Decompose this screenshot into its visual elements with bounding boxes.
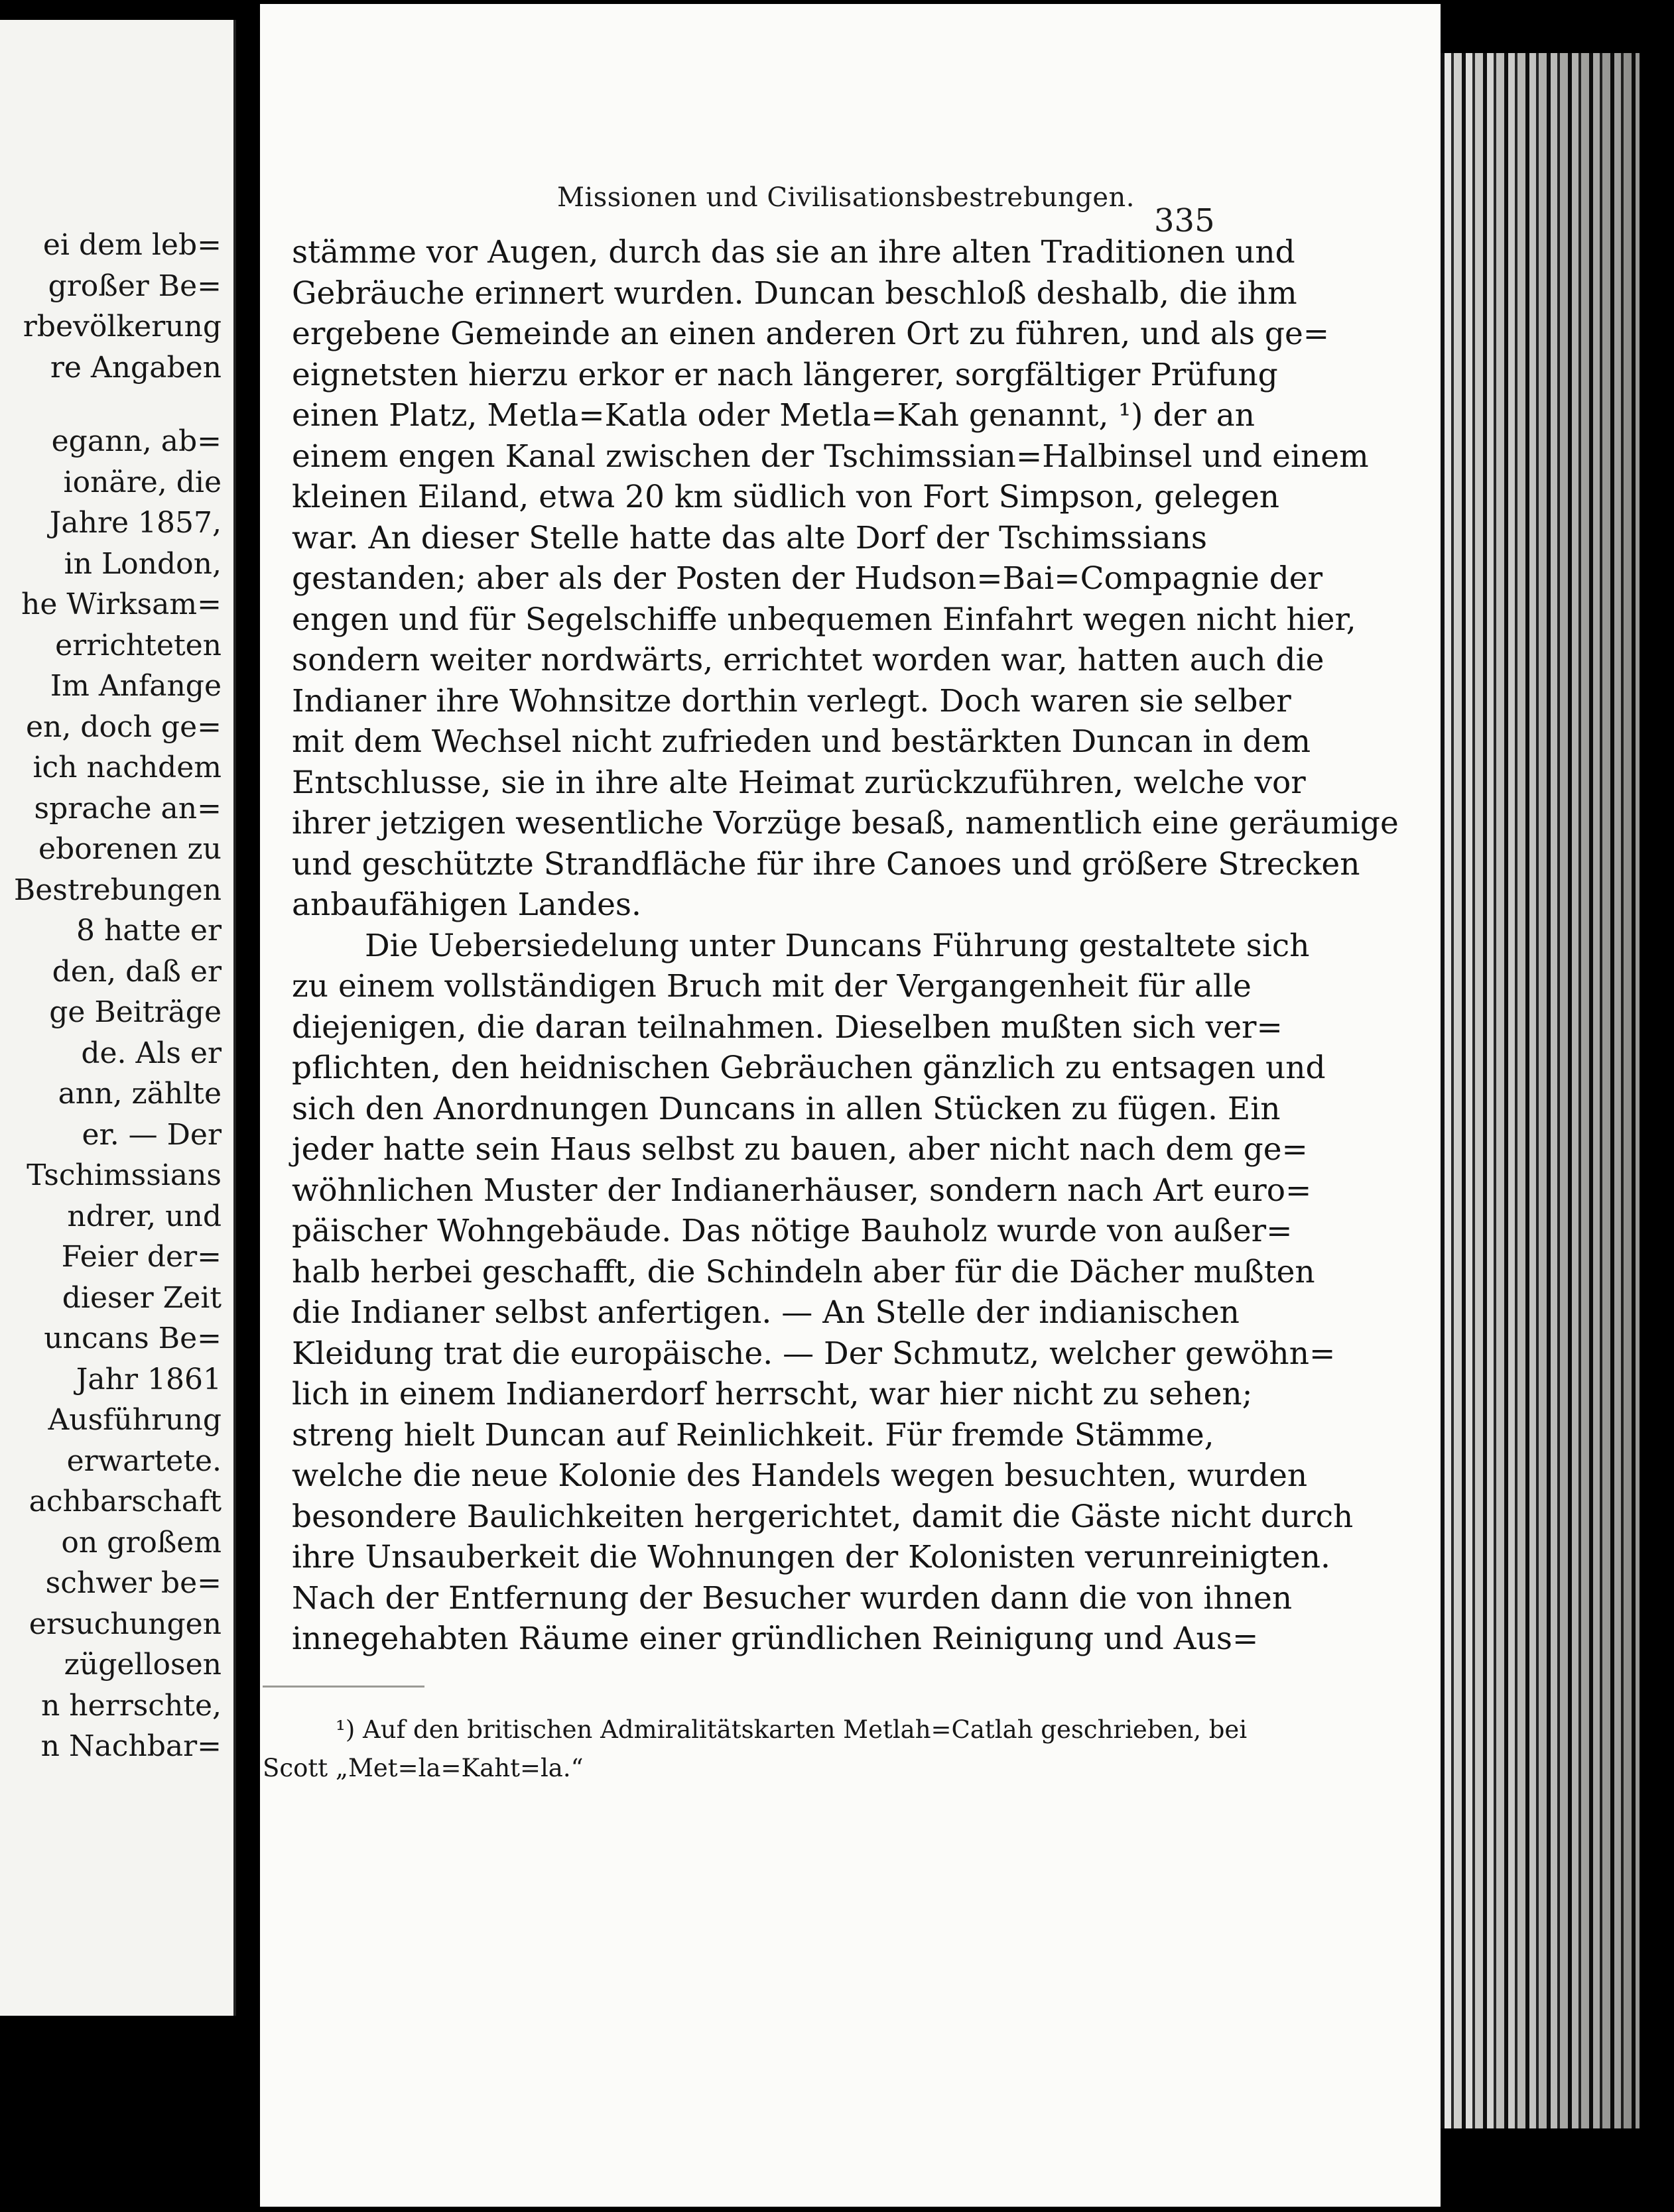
text-line: Gebräuche erinnert wurden. Duncan beschloß deshalb, die ihm [292,275,1297,312]
text-line: innegehabten Räume einer gründlichen Reinigung und Aus= [292,1621,1259,1657]
text-line: die Indianer selbst anfertigen. — An Stelle der indianischen [292,1294,1240,1331]
text-line: diejenigen, die daran teilnahmen. Dieselben mußten sich ver= [292,1009,1283,1046]
text-line: stämme vor Augen, durch das sie an ihre alten Traditionen und [292,234,1295,271]
text-line: welche die neue Kolonie des Handels wegen besuchten, wurden [292,1457,1308,1494]
text-line: streng hielt Duncan auf Reinlichkeit. Für fremde Stämme, [292,1416,1214,1453]
text-line: ihre Unsauberkeit die Wohnungen der Kolonisten verunreinigten. [292,1539,1330,1575]
previous-page-line: achbarschaft [29,1485,222,1518]
previous-page-line: 8 hatte er [76,914,222,948]
previous-page-line: Ausführung [48,1403,222,1437]
text-line: besondere Baulichkeiten hergerichtet, damit die Gäste nicht durch [292,1498,1354,1535]
previous-page-line: ge Beiträge [49,995,222,1029]
previous-page-line: ersuchungen [29,1607,222,1641]
previous-page-line: den, daß er [52,954,222,989]
text-line: Kleidung trat die europäische. — Der Schmutz, welcher gewöhn= [292,1335,1336,1372]
previous-page-line: ei dem leb= [42,228,222,262]
previous-page-line: dieser Zeit [62,1280,222,1315]
text-line: ergebene Gemeinde an einen anderen Ort zu führen, und als ge= [292,316,1330,352]
text-line: halb herbei geschafft, die Schindeln aber für die Dächer mußten [292,1253,1315,1290]
footnote-line: ¹) Auf den britischen Admiralitätskarten Metlah=Catlah geschrieben, bei [336,1715,1248,1744]
text-line: ihrer jetzigen wesentliche Vorzüge besaß, namentlich eine geräumige [292,805,1399,841]
previous-page-line: ich nachdem [32,751,222,784]
previous-page-line: n Nachbar= [40,1729,222,1763]
text-line: Entschlusse, sie in ihre alte Heimat zurückzuführen, welche vor [292,764,1306,801]
text-line: lich in einem Indianerdorf herrscht, war hier nicht zu sehen; [292,1376,1253,1412]
text-line: mit dem Wechsel nicht zufrieden und bestärkten Duncan in dem [292,723,1311,760]
previous-page-line: in London, [64,546,222,581]
previous-page-line: n herrschte, [40,1688,222,1723]
page-edges-shadow [1441,53,1640,2128]
text-line: sich den Anordnungen Duncans in allen Stücken zu fügen. Ein [292,1090,1281,1127]
text-line: wöhnlichen Muster der Indianerhäuser, sondern nach Art euro= [292,1172,1312,1209]
previous-page-line: en, doch ge= [25,709,222,744]
running-title: Missionen und Civilisationsbestrebungen. [557,182,1135,213]
previous-page-line: großer Be= [48,269,222,303]
footnote [263,1711,1248,1788]
text-line: gestanden; aber als der Posten der Hudson=Bai=Compagnie der [292,560,1323,597]
previous-page-line: uncans Be= [44,1321,222,1355]
footnote-line: Scott „Met=la=Kaht=la.“ [263,1754,584,1782]
text-line: einen Platz, Metla=Katla oder Metla=Kah genannt, ¹) der an [292,397,1256,434]
previous-page-line: Feier der= [61,1240,222,1274]
text-line: und geschützte Strandfläche für ihre Canoes und größere Strecken [292,845,1360,883]
previous-page-line: egann, ab= [51,424,222,458]
previous-page-line: Im Anfange [50,669,222,703]
text-line: war. An dieser Stelle hatte das alte Dorf der Tschimssians [292,519,1207,556]
previous-page-line: ann, zählte [58,1077,222,1111]
previous-page-line: sprache an= [34,791,222,826]
text-line: Indianer ihre Wohnsitze dorthin verlegt. Doch waren sie selber [292,682,1291,719]
text-line: einem engen Kanal zwischen der Tschimssian=Halbinsel und einem [292,438,1369,475]
previous-page-line: schwer be= [45,1566,222,1600]
footnote-rule [263,1686,424,1688]
text-line: sondern weiter nordwärts, errichtet worden war, hatten auch die [292,642,1324,678]
page-header [292,182,1215,239]
previous-page-line: eborenen zu [38,832,222,866]
text-line: Die Uebersiedelung unter Duncans Führung gestaltete sich [365,927,1310,964]
text-line: anbaufähigen Landes. [292,887,641,923]
previous-page-line: erwartete. [66,1444,222,1478]
previous-page-line: re Angaben [50,350,222,385]
text-line: eignetsten hierzu erkor er nach längerer, sorgfältiger Prüfung [292,356,1278,393]
text-line: pflichten, den heidnischen Gebräuchen gänzlich zu entsagen und [292,1050,1326,1086]
previous-page-line: Tschimssians [27,1158,222,1192]
previous-page-line: rbevölkerung [23,310,222,343]
text-line: engen und für Segelschiffe unbequemen Einfahrt wegen nicht hier, [292,601,1356,638]
previous-page-line: ionäre, die [63,465,222,499]
previous-page-line: on großem [61,1525,222,1560]
text-line: jeder hatte sein Haus selbst zu bauen, aber nicht nach dem ge= [292,1131,1308,1168]
page-number: 335 [1154,202,1215,239]
previous-page-line: de. Als er [81,1036,222,1070]
previous-page-line: er. — Der [82,1117,222,1152]
previous-page-line: Bestrebungen [13,873,222,907]
previous-page [0,20,236,2016]
previous-page-line: Jahr 1861 [76,1362,222,1396]
previous-page-line: Jahre 1857, [49,506,222,540]
text-line: päischer Wohngebäude. Das nötige Bauholz wurde von außer= [292,1213,1293,1249]
text-line: zu einem vollständigen Bruch mit der Vergangenheit für alle [292,968,1252,1005]
previous-page-line: zügellosen [64,1648,222,1682]
text-line: kleinen Eiland, etwa 20 km südlich von Fort Simpson, gelegen [292,479,1280,515]
previous-page-line: errichteten [55,628,222,662]
previous-page-line: ndrer, und [67,1199,222,1233]
body-text [292,232,1399,1660]
previous-page-line: he Wirksam= [21,587,222,621]
text-line: Nach der Entfernung der Besucher wurden dann die von ihnen [292,1579,1293,1617]
